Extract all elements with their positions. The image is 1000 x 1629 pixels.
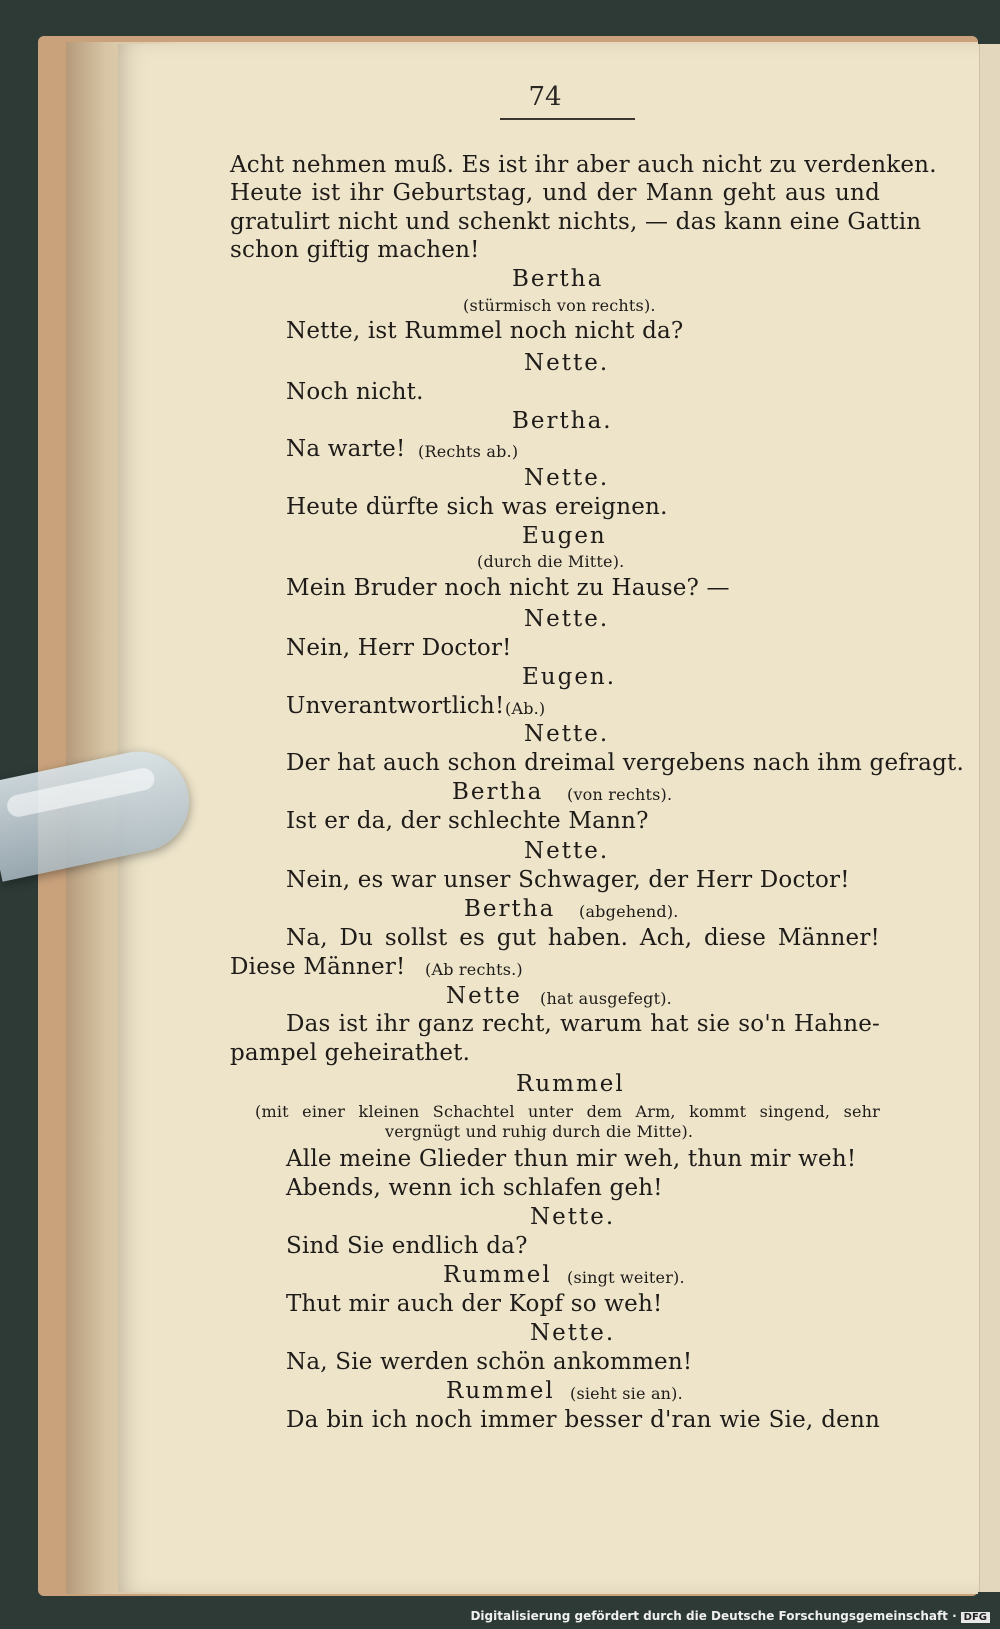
- speaker-name: Bertha: [512, 266, 604, 292]
- dfg-logo: DFG: [961, 1612, 990, 1623]
- stage-direction: (durch die Mitte).: [477, 552, 625, 571]
- text-line: Das ist ihr ganz recht, warum hat sie so'n Hahne-: [286, 1011, 880, 1037]
- speaker-name: Rummel: [516, 1071, 625, 1097]
- text-line: Sind Sie endlich da?: [286, 1233, 528, 1259]
- text-line: Na, Du sollst es gut haben. Ach, diese Männer!: [286, 925, 880, 951]
- speaker-name: Bertha.: [512, 408, 613, 434]
- stage-direction: (Ab.): [505, 699, 546, 718]
- text-line: Ist er da, der schlechte Mann?: [286, 808, 649, 834]
- text-line: Nein, Herr Doctor!: [286, 635, 512, 661]
- speaker-name: Rummel: [443, 1262, 552, 1288]
- speaker-name: Nette.: [530, 1320, 616, 1346]
- stage-direction: (sieht sie an).: [570, 1384, 683, 1403]
- text-line: Da bin ich noch immer besser d'ran wie Sie, denn: [286, 1407, 880, 1433]
- speaker-name: Nette: [446, 983, 522, 1009]
- text-line: Mein Bruder noch nicht zu Hause? —: [286, 575, 730, 601]
- text-line: Na, Sie werden schön ankommen!: [286, 1349, 693, 1375]
- speaker-name: Eugen: [522, 523, 607, 549]
- text-line: Acht nehmen muß. Es ist ihr aber auch nicht zu verdenken.: [230, 152, 937, 178]
- page-number: 74: [528, 82, 562, 112]
- text-line: Alle meine Glieder thun mir weh, thun mir weh!: [286, 1146, 857, 1172]
- speaker-name: Nette.: [524, 606, 610, 632]
- speaker-name: Nette.: [530, 1204, 616, 1230]
- text-line: Heute dürfte sich was ereignen.: [286, 494, 668, 520]
- speaker-name: Eugen.: [522, 664, 617, 690]
- text-line: Noch nicht.: [286, 379, 424, 405]
- speaker-name: Nette.: [524, 721, 610, 747]
- speaker-name: Bertha: [452, 779, 544, 805]
- text-line: gratulirt nicht und schenkt nichts, — das kann eine Gattin: [230, 209, 922, 235]
- stage-direction: vergnügt und ruhig durch die Mitte).: [385, 1122, 694, 1141]
- stage-direction: (abgehend).: [579, 902, 679, 921]
- text-line: pampel geheirathet.: [230, 1040, 471, 1066]
- text-line: Der hat auch schon dreimal vergebens nach ihm gefragt.: [286, 750, 964, 776]
- footer-text: Digitalisierung gefördert durch die Deutsche Forschungsgemeinschaft ·: [470, 1609, 957, 1623]
- speaker-name: Bertha: [464, 896, 556, 922]
- text-line: Abends, wenn ich schlafen geh!: [286, 1175, 663, 1201]
- text-line: Thut mir auch der Kopf so weh!: [286, 1291, 663, 1317]
- stage-direction: (von rechts).: [567, 785, 673, 804]
- stage-direction: (Ab rechts.): [425, 960, 523, 979]
- footer-credit: [470, 1609, 990, 1623]
- text-line: Nein, es war unser Schwager, der Herr Doctor!: [286, 867, 850, 893]
- speaker-name: Nette.: [524, 465, 610, 491]
- stage-direction: (Rechts ab.): [418, 442, 519, 461]
- stage-direction: (stürmisch von rechts).: [463, 296, 656, 315]
- speaker-name: Nette.: [524, 838, 610, 864]
- stage-direction: (singt weiter).: [567, 1268, 685, 1287]
- text-line: Na warte!: [286, 436, 406, 462]
- text-line: Diese Männer!: [230, 954, 406, 980]
- text-line: schon giftig machen!: [230, 237, 480, 263]
- text-line: Unverantwortlich!: [286, 693, 505, 719]
- text-line: Nette, ist Rummel noch nicht da?: [286, 318, 684, 344]
- speaker-name: Nette.: [524, 350, 610, 376]
- stage-direction: (mit einer kleinen Schachtel unter dem Arm, kommt singend, sehr: [255, 1102, 880, 1121]
- text-line: Heute ist ihr Geburtstag, und der Mann geht aus und: [230, 180, 880, 206]
- stage-direction: (hat ausgefegt).: [540, 989, 672, 1008]
- speaker-name: Rummel: [446, 1378, 555, 1404]
